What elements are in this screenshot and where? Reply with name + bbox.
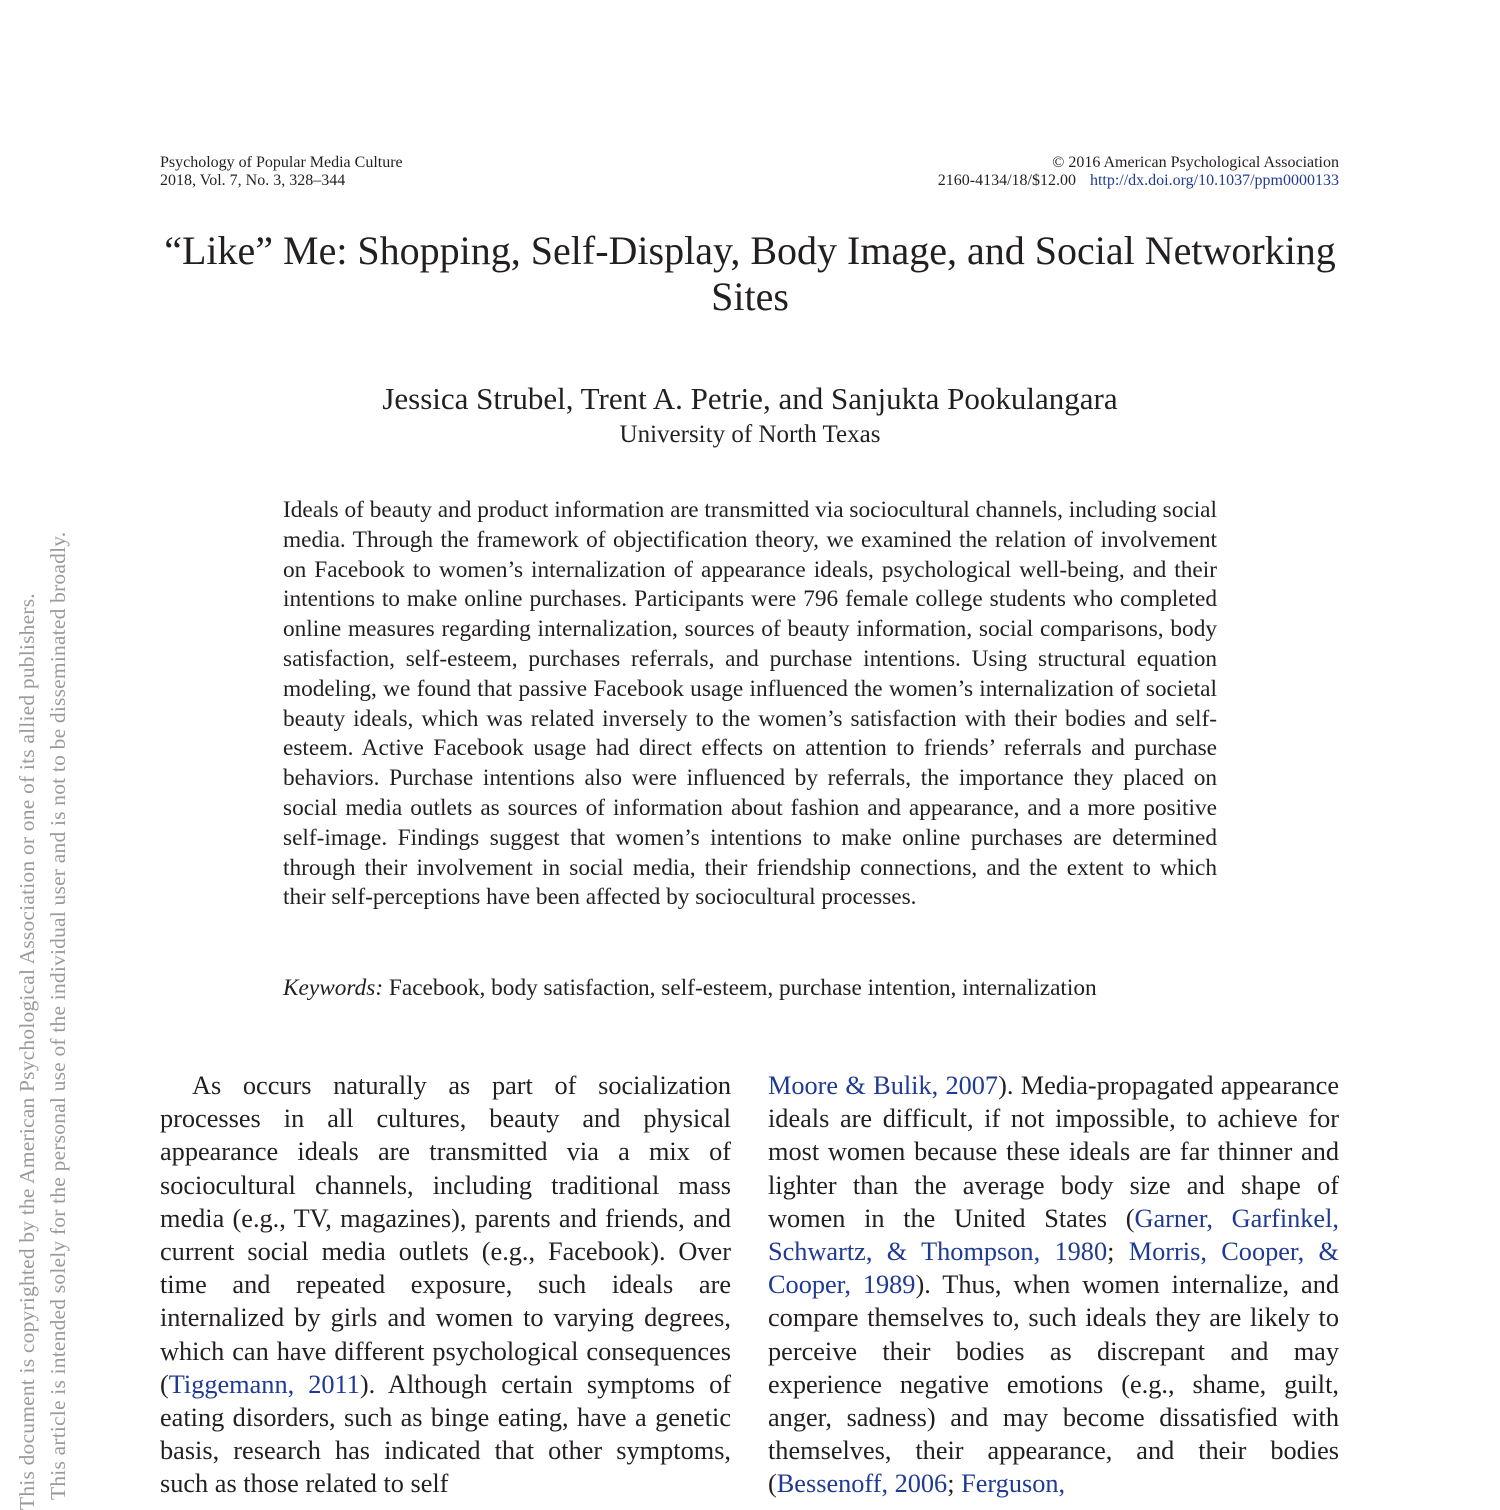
keywords-list: Facebook, body satisfaction, self-esteem, purchase intention, internalization [388,975,1097,1001]
issn-price: 2160-4134/18/$12.00 [937,172,1076,189]
keywords-line [283,973,1217,1003]
body-text: ; [1107,1237,1129,1267]
body-column-right [768,1069,1339,1501]
body-text: ). Media-propagated appearance ideals are difficult, if not impossible, to achieve for most women because these ideals are far thinner and lighter than the average body size and shape of women in the United States ( [768,1071,1339,1233]
usage-notice-line: This article is intended solely for the personal use of the individual user and is not to be disseminated broadly. [46,531,70,1500]
affiliation: University of North Texas [619,421,881,448]
body-column-left [160,1069,731,1501]
article-title: “Like” Me: Shopping, Self-Display, Body Image, and Social Networking Sites [164,228,1336,319]
citation-link[interactable]: Ferguson, [961,1469,1066,1499]
citation-link[interactable]: Tiggemann, 2011 [168,1369,360,1399]
copyright-line: © 2016 American Psychological Association [1052,154,1339,171]
abstract: Ideals of beauty and product information are transmitted via sociocultural channels, including social media. Through the framework of objectification theory, we examined the relation of involvement on Facebook to women’s internalization of appearance ideals, psychological well-being, and their intentions to make online purchases. Participants were 796 female college students who completed online measures regarding internalization, sources of beauty information, social comparisons, body satisfaction, self-esteem, purchases referrals, and purchase intentions. Using structural equation modeling, we found that passive Facebook usage influenced the women’s internalization of societal beauty ideals, which was related inversely to the women’s satisfaction with their bodies and self-esteem. Active Facebook usage had direct effects on attention to friends’ referrals and purchase behaviors. Purchase intentions also were influenced by referrals, the importance they placed on social media outlets as sources of information about fashion and appearance, and a more positive self-image. Findings suggest that women’s intentions to make online purchases are determined through their involvement in social media, their friendship connections, and the extent to which their self-perceptions have been affected by sociocultural processes. [283,497,1217,911]
body-text: As occurs naturally as part of socialization processes in all cultures, beauty and physical appearance ideals are transmitted via a mix of sociocultural channels, including traditional mass media (e.g., TV, magazines), parents and friends, and current social media outlets (e.g., Facebook). Over time and repeated exposure, such ideals are internalized by girls and women to varying degrees, which can have different psychological consequences ( [160,1071,731,1399]
body-text: ). Although certain symptoms of eating disorders, such as binge eating, have a genetic basis, research has indicated that other symptoms, such as those related to self [160,1369,731,1499]
citation-link[interactable]: Morris, Cooper, & Cooper, 1989 [768,1237,1339,1300]
citation-link[interactable]: Bessenoff, 2006 [776,1469,948,1499]
copyright-notice-line: This document is copyrighted by the American Psychological Association or one of its allied publishers. [15,593,39,1510]
running-header-left [160,154,403,190]
body-text: ). Thus, when women internalize, and compare themselves to, such ideals they are likely to perceive their bodies as discrepant and may experience negative emotions (e.g., shame, guilt, anger, sadness) and may become dissatisfied with themselves, their appearance, and their bodies ( [768,1270,1340,1499]
issn-doi-line [938,172,1339,190]
doi-link[interactable]: http://dx.doi.org/10.1037/ppm0000133 [1089,172,1339,189]
keywords-label: Keywords: [283,975,384,1001]
author-list: Jessica Strubel, Trent A. Petrie, and Sanjukta Pookulangara [382,381,1118,416]
journal-name: Psychology of Popular Media Culture [160,154,403,171]
running-header-right [938,154,1339,190]
copyright-sidebar-notice [12,531,74,1510]
body-text: ; [947,1469,962,1499]
citation-link[interactable]: Moore & Bulik, 2007 [768,1071,999,1100]
citation-link[interactable]: Garner, Garfinkel, Schwartz, & Thompson, 1980 [768,1203,1339,1267]
volume-info: 2018, Vol. 7, No. 3, 328–344 [160,172,346,189]
